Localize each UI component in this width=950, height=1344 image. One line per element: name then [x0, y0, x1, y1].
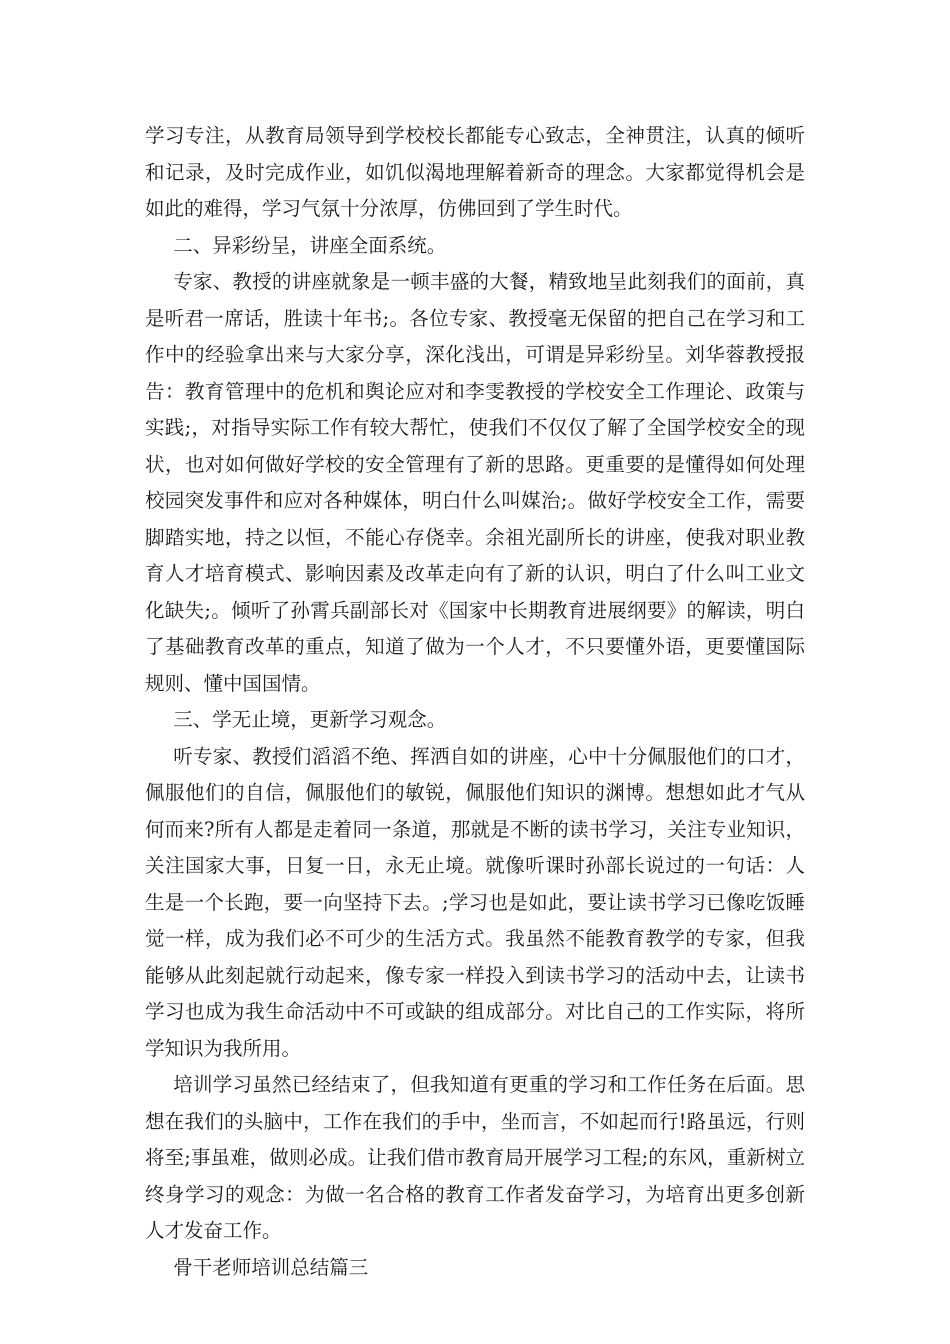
paragraph-conclusion: 培训学习虽然已经结束了，但我知道有更重的学习和工作任务在后面。思想在我们的头脑中，工作在我们的手中，坐而言，不如起而行!路虽远，行则将至;事虽难，做则必成。让我们借市教育局开展学习工程;的东风，重新树立终身学习的观念：为做一名合格的教育工作者发奋学习，为培育出更多创新人才发奋工作。 [145, 1073, 805, 1242]
section-heading-3: 三、学无止境，更新学习观念。 [173, 708, 447, 731]
section-heading-2: 二、异彩纷呈，讲座全面系统。 [173, 233, 447, 257]
paragraph-learning: 听专家、教授们滔滔不绝、挥洒自如的讲座，心中十分佩服他们的口才，佩服他们的自信，佩服他们的敏锐，佩服他们知识的渊博。想想如此才气从何而来?所有人都是走着同一条道，那就是不断的读书学习，关注专业知识，关注国家大事，日复一日，永无止境。就像听课时孙部长说过的一句话：人生是一个长跑，要一向坚持下去。;学习也是如此，要让读书学习已像吃饭睡觉一样，成为我们必不可少的生活方式。我虽然不能教育教学的专家，但我能够从此刻起就行动起来，像专家一样投入到读书学习的活动中去，让读书学习也成为我生命活动中不可或缺的组成部分。对比自己的工作实际，将所学知识为我所用。 [145, 744, 805, 1060]
next-article-title: 骨干老师培训总结篇三 [173, 1255, 369, 1279]
paragraph-lectures: 专家、教授的讲座就象是一顿丰盛的大餐，精致地呈此刻我们的面前，真是听君一席话，胜读十年书;。各位专家、教授毫无保留的把自己在学习和工作中的经验拿出来与大家分享，深化浅出，可谓是异彩纷呈。刘华蓉教授报告：教育管理中的危机和舆论应对和李雯教授的学校安全工作理论、政策与实践;，对指导实际工作有较大帮忙，使我们不仅仅了解了全国学校安全的现状，也对如何做好学校的安全管理有了新的思路。更重要的是懂得如何处理校园突发事件和应对各种媒体，明白什么叫媒治;。做好学校安全工作，需要脚踏实地，持之以恒，不能心存侥幸。余祖光副所长的讲座，使我对职业教育人才培育模式、影响因素及改革走向有了新的认识，明白了什么叫工业文化缺失;。倾听了孙霄兵副部长对《国家中长期教育进展纲要》的解读，明白了基础教育改革的重点，知道了做为一个人才，不只要懂外语，更要懂国际规则、懂中国国情。 [145, 270, 805, 695]
paragraph-continuation: 学习专注，从教育局领导到学校校长都能专心致志，全神贯注，认真的倾听和记录，及时完成作业，如饥似渴地理解着新奇的理念。大家都觉得机会是如此的难得，学习气氛十分浓厚，仿佛回到了学生时代。 [145, 124, 805, 220]
document-body [145, 118, 805, 1286]
